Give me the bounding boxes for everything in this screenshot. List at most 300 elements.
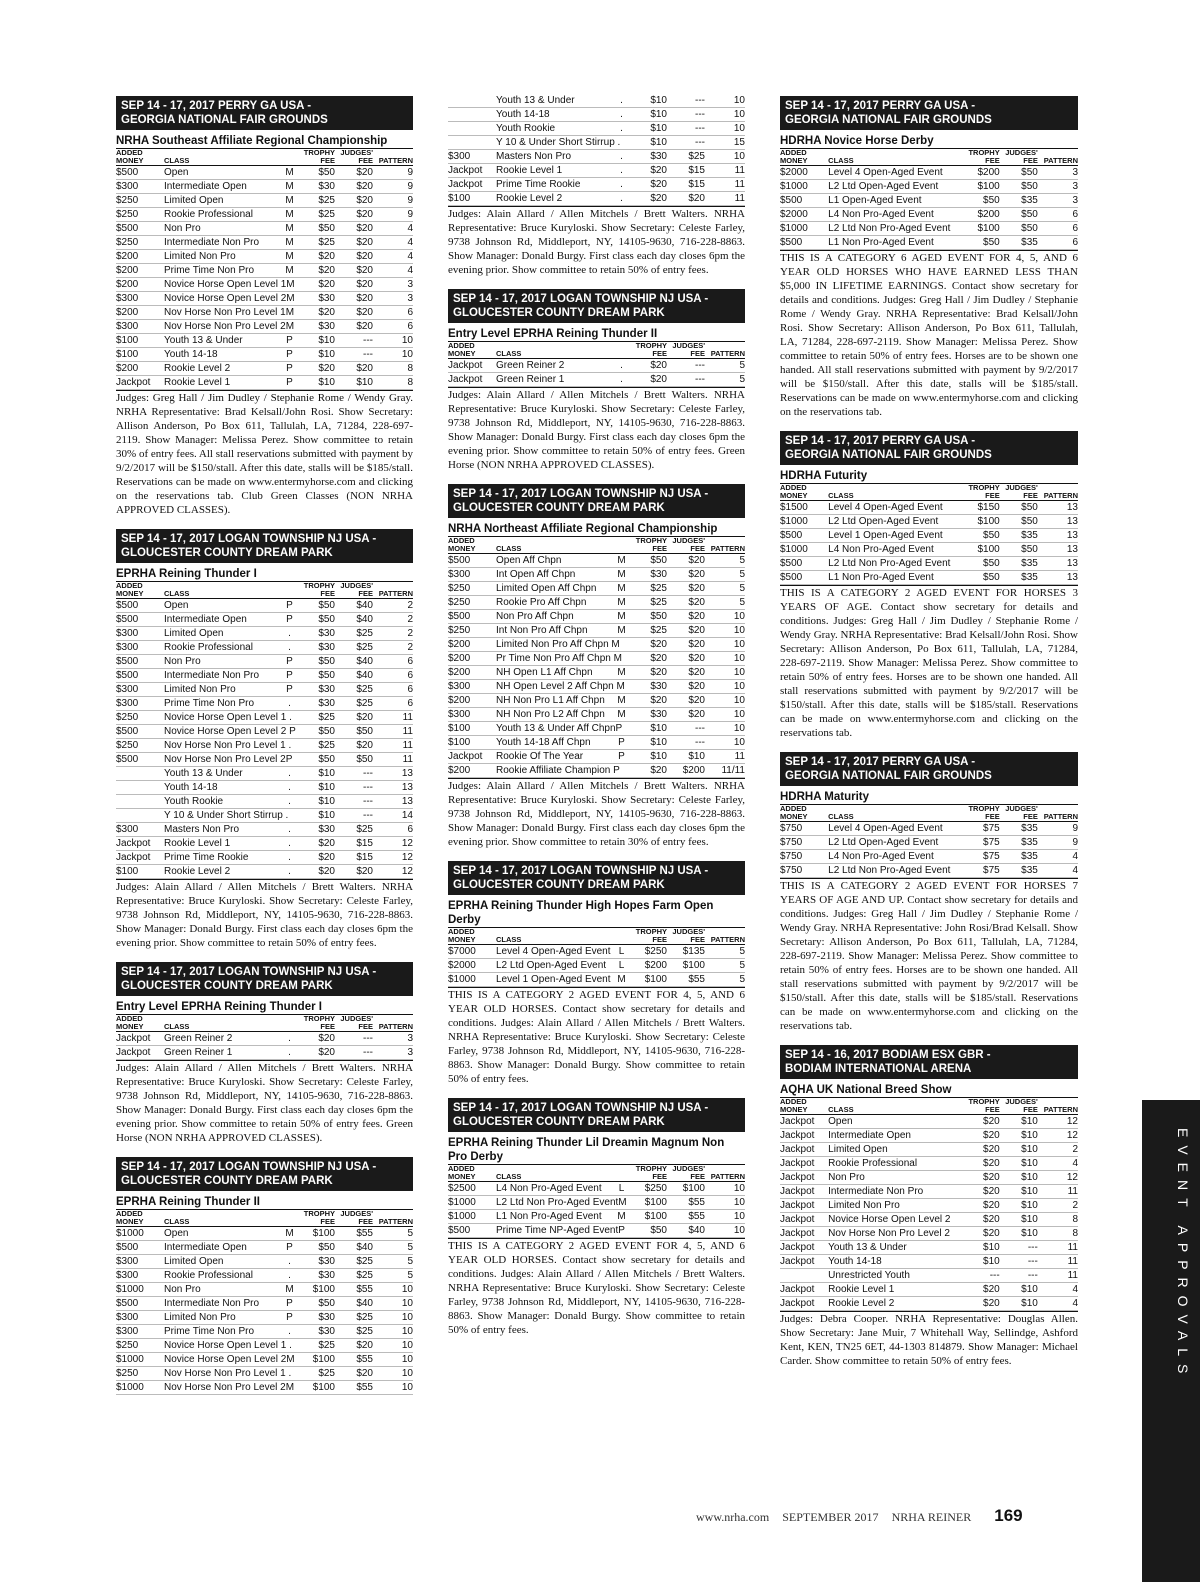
class-name: Limited Open Aff Chpn (496, 582, 614, 596)
pattern: 5 (705, 973, 745, 987)
entry-fee: $20 (629, 666, 667, 680)
event-venue: GEORGIA NATIONAL FAIR GROUNDS (785, 114, 992, 126)
header-added-money-bottom: MONEY (116, 1217, 144, 1226)
entry-fee: $20 (297, 851, 335, 865)
class-name: Rookie Of The Year (496, 750, 614, 764)
header-class (828, 149, 946, 166)
class-name: Youth 13 & Under Aff ChpnP (496, 723, 623, 734)
entry-fee: $50 (962, 571, 1000, 585)
header-entry-fee-top: TROPHY (968, 483, 1000, 492)
header-entry-fee-bottom: FEE (652, 349, 667, 358)
class-name: Intermediate Non Pro (164, 236, 282, 250)
entry-fee: $20 (962, 1213, 1000, 1227)
class-name: Rookie Level 1 (164, 376, 282, 390)
pattern: 10 (373, 1283, 413, 1297)
event-header (448, 484, 745, 518)
added-money: $300 (448, 150, 496, 164)
table-row (448, 652, 745, 666)
header-added-money (780, 149, 828, 166)
pattern: 4 (373, 222, 413, 236)
added-money (116, 767, 164, 781)
header-added-money-top: ADDED (116, 581, 143, 590)
class-name: Novice Horse Open Level 1 . (164, 1340, 292, 1351)
table-row (116, 194, 413, 208)
entry-fee: $25 (297, 194, 335, 208)
header-entry-fee-top: TROPHY (635, 341, 667, 350)
class-name: Novice Horse Open Level 1 . (164, 712, 292, 723)
entry-fee: $10 (297, 348, 335, 362)
pattern: 13 (373, 781, 413, 795)
header-entry-fee-top: TROPHY (303, 1014, 335, 1023)
pattern: 12 (1038, 1171, 1078, 1185)
pattern: 4 (1038, 1283, 1078, 1297)
judges-fee: $50 (335, 725, 373, 739)
event-notes: THIS IS A CATEGORY 6 AGED EVENT FOR 4, 5, AND 6 YEAR OLD HORSES WHO HAVE EARNED LESS THAN $5,000 IN LIFETIME EARNINGS. Contact show secretary for details and conditions. Judges: Greg Hall / Jim Dudley / Stephanie Rome / Wendy Gray. NRHA Representative: Brad Kelsall/John Rosi. Show Secretary: Allison Anderson, Po Box 611, Tallulah, LA, 71284, 228-697-2119. Show Manager: Melissa Perez. Show committee to retain 50% of entry fees. Horses are to be shown one handed. All stall reservations submitted with payment by 9/2/2017 will be $150/stall. After this date, stalls will be $185/stall. Reservations can be made on www.entermyhorse.com and clicking on the reservations tab. (780, 252, 1078, 418)
trophy-flag: M (614, 973, 629, 987)
header-judges-fee-bottom: FEE (358, 589, 373, 598)
header-added-money-top: ADDED (116, 1209, 143, 1218)
added-money: $500 (116, 613, 164, 627)
event-header (448, 861, 745, 895)
class-name: Y 10 & Under Short Stirrup . (496, 137, 621, 148)
class-name: Rookie Affiliate Champion P (496, 765, 620, 776)
table-row (448, 1182, 745, 1196)
header-judges-fee-bottom: FEE (1023, 812, 1038, 821)
table-row (448, 624, 745, 638)
entry-fee: $200 (962, 208, 1000, 222)
pattern: 5 (705, 359, 745, 373)
judges-fee: $20 (667, 582, 705, 596)
entry-fee: $10 (629, 94, 667, 108)
event-section (448, 861, 745, 1086)
trophy-flag (947, 529, 962, 543)
header-class-bottom: CLASS (496, 935, 522, 944)
page-footer (696, 1506, 1033, 1526)
trophy-flag (947, 501, 962, 515)
table-row (116, 1311, 413, 1325)
table-row (780, 1283, 1078, 1297)
event-date-location: SEP 14 - 17, 2017 LOGAN TOWNSHIP NJ USA - (453, 293, 709, 305)
trophy-flag: . (282, 795, 297, 809)
trophy-flag: P (282, 334, 297, 348)
header-added-money (116, 582, 164, 599)
entry-fee: $30 (297, 320, 335, 334)
pattern: 3 (373, 1032, 413, 1046)
pattern: 10 (705, 1182, 745, 1196)
show-title: Entry Level EPRHA Reining Thunder I (116, 1000, 413, 1015)
table-row (116, 208, 413, 222)
class-name: Novice Horse Open Level 2M (164, 1354, 295, 1365)
table-row (448, 373, 745, 387)
table-row (448, 150, 745, 164)
class-name: L4 Non Pro-Aged Event (828, 543, 946, 557)
event-date-location: SEP 14 - 17, 2017 LOGAN TOWNSHIP NJ USA - (453, 488, 709, 500)
pattern: 4 (373, 264, 413, 278)
class-name: L1 Open-Aged Event (828, 194, 946, 208)
class-name: Green Reiner 2 (164, 1032, 282, 1046)
table-row (116, 278, 413, 292)
header-judges-fee-bottom: FEE (358, 1022, 373, 1031)
class-name: Rookie Level 2 (496, 192, 614, 206)
class-name: Youth 14-18 (164, 348, 282, 362)
entry-fee: $20 (297, 865, 335, 879)
event-section (448, 94, 745, 277)
classes-table (448, 928, 745, 987)
event-venue: GLOUCESTER COUNTY DREAM PARK (453, 307, 665, 319)
header-added-money-top: ADDED (448, 1164, 475, 1173)
class-name: L1 Non Pro-Aged Event (496, 1210, 614, 1224)
judges-fee: $20 (335, 1367, 373, 1381)
trophy-flag: . (614, 122, 629, 136)
pattern: 14 (373, 809, 413, 823)
added-money: $300 (116, 1269, 164, 1283)
class-name: L2 Ltd Open-Aged Event (496, 959, 614, 973)
header-judges-fee-bottom: FEE (690, 349, 705, 358)
header-trophy (947, 805, 962, 822)
class-name: Prime Time NP-Aged EventP (496, 1225, 625, 1236)
judges-fee: $20 (667, 596, 705, 610)
header-judges-fee (1000, 1098, 1038, 1115)
added-money: $500 (116, 222, 164, 236)
judges-fee: --- (335, 767, 373, 781)
entry-fee: $30 (297, 641, 335, 655)
table-row (448, 192, 745, 206)
header-pattern (705, 537, 745, 554)
header-judges-fee (667, 1165, 705, 1182)
entry-fee: $20 (962, 1157, 1000, 1171)
header-judges-fee (667, 537, 705, 554)
header-pattern-bottom: PATTERN (710, 935, 745, 944)
judges-fee: $40 (335, 1297, 373, 1311)
trophy-flag: . (282, 1046, 297, 1060)
class-name: Rookie Professional (164, 641, 282, 655)
class-name: Level 1 Open-Aged Event (828, 529, 946, 543)
pattern: 10 (705, 694, 745, 708)
header-added-money (780, 805, 828, 822)
class-name: Intermediate Non Pro (164, 1297, 282, 1311)
classes-table (116, 582, 413, 879)
added-money: $500 (780, 557, 828, 571)
added-money: $300 (448, 680, 496, 694)
entry-fee: $50 (297, 1297, 335, 1311)
class-name: Rookie Level 2 (164, 865, 282, 879)
added-money: $100 (116, 865, 164, 879)
header-pattern-bottom: PATTERN (1043, 1105, 1078, 1114)
added-money: $250 (116, 711, 164, 725)
table-row (116, 697, 413, 711)
class-name: L1 Non Pro-Aged Event (828, 571, 946, 585)
event-venue: GLOUCESTER COUNTY DREAM PARK (121, 1175, 333, 1187)
class-name: Nov Horse Non Pro Level 2M (164, 321, 295, 332)
entry-fee: $20 (962, 1227, 1000, 1241)
event-venue: GLOUCESTER COUNTY DREAM PARK (453, 879, 665, 891)
added-money: $500 (116, 669, 164, 683)
show-title: NRHA Northeast Affiliate Regional Championship (448, 522, 745, 537)
table-row (116, 1283, 413, 1297)
trophy-flag: M (614, 1210, 629, 1224)
entry-fee: $20 (297, 306, 335, 320)
event-date-location: SEP 14 - 17, 2017 LOGAN TOWNSHIP NJ USA - (453, 1102, 709, 1114)
event-notes: Judges: Alain Allard / Allen Mitchels / Brett Walters. NRHA Representative: Bruce Kuryloski. Show Secretary: Celeste Farley, 9738 Johnson Rd, Middleport, NY, 14105-9630, 716-228-8863. Show Manager: Donald Burgy. First class each day closes 6pm the evening prior. Show committee to retain 50% of entry fees. (448, 208, 745, 276)
class-name: Open (164, 599, 282, 613)
judges-fee: $10 (1000, 1143, 1038, 1157)
event-date-location: SEP 14 - 16, 2017 BODIAM ESX GBR - (785, 1049, 991, 1061)
class-name: L4 Non Pro-Aged Event (828, 850, 946, 864)
table-row (448, 359, 745, 373)
judges-fee: $25 (335, 697, 373, 711)
table-row (116, 753, 413, 767)
entry-fee: $25 (297, 1367, 335, 1381)
pattern: 12 (373, 851, 413, 865)
entry-fee: $30 (297, 180, 335, 194)
pattern: 10 (705, 1224, 745, 1238)
header-judges-fee-top: JUDGES' (672, 341, 705, 350)
judges-fee: $10 (1000, 1171, 1038, 1185)
pattern: 10 (705, 680, 745, 694)
added-money: $500 (448, 554, 496, 568)
header-entry-fee-top: TROPHY (635, 927, 667, 936)
judges-fee: $25 (335, 1325, 373, 1339)
entry-fee: $50 (297, 613, 335, 627)
trophy-flag: P (282, 655, 297, 669)
header-trophy (614, 537, 629, 554)
added-money: $300 (116, 320, 164, 334)
header-class-bottom: CLASS (828, 812, 854, 821)
table-row (116, 1339, 413, 1353)
header-class-bottom: CLASS (496, 349, 522, 358)
entry-fee: $30 (297, 627, 335, 641)
trophy-flag (947, 850, 962, 864)
class-name: Rookie Level 2 (828, 1297, 946, 1311)
pattern: 15 (705, 136, 745, 150)
entry-fee: $10 (629, 750, 667, 764)
judges-fee: $15 (335, 837, 373, 851)
header-judges-fee-bottom: FEE (1023, 1105, 1038, 1114)
judges-fee: $35 (1000, 236, 1038, 250)
judges-fee: $25 (335, 1269, 373, 1283)
classes-table-continued (448, 94, 745, 206)
header-pattern-bottom: PATTERN (710, 1172, 745, 1181)
class-name: Prime Time Rookie (496, 178, 614, 192)
judges-fee: $50 (1000, 166, 1038, 180)
added-money: $250 (116, 1367, 164, 1381)
event-header (780, 752, 1078, 786)
header-pattern (705, 1165, 745, 1182)
class-name: Novice Horse Open Level 2 P (164, 726, 296, 737)
header-added-money-top: ADDED (780, 804, 807, 813)
header-entry-fee-bottom: FEE (985, 491, 1000, 500)
pattern: 5 (373, 1255, 413, 1269)
added-money: $500 (116, 1297, 164, 1311)
header-entry-fee (297, 1210, 335, 1227)
added-money: Jackpot (116, 837, 164, 851)
judges-fee: $35 (1000, 529, 1038, 543)
class-name: Nov Horse Non Pro Level 2P (164, 754, 293, 765)
judges-fee: $35 (1000, 836, 1038, 850)
trophy-flag: . (282, 641, 297, 655)
added-money: $200 (448, 638, 496, 652)
header-entry-fee-top: TROPHY (303, 148, 335, 157)
pattern: 10 (373, 348, 413, 362)
class-name: L2 Ltd Open-Aged Event (828, 515, 946, 529)
judges-fee: --- (335, 809, 373, 823)
table-row (116, 1046, 413, 1060)
trophy-flag (947, 1143, 962, 1157)
added-money: $300 (116, 823, 164, 837)
judges-fee: $35 (1000, 557, 1038, 571)
table-row (448, 108, 745, 122)
pattern: 4 (373, 236, 413, 250)
header-pattern (373, 1015, 413, 1032)
table-row (448, 164, 745, 178)
table-row (448, 750, 745, 764)
added-money (116, 795, 164, 809)
trophy-flag: . (614, 94, 629, 108)
header-added-money (780, 1098, 828, 1115)
class-name: Non Pro (828, 1171, 946, 1185)
table-row (448, 945, 745, 959)
added-money: Jackpot (780, 1297, 828, 1311)
judges-fee: $25 (335, 1311, 373, 1325)
entry-fee: $100 (297, 1381, 335, 1395)
judges-fee: $20 (667, 568, 705, 582)
judges-fee: --- (667, 94, 705, 108)
pattern: 3 (373, 292, 413, 306)
added-money: Jackpot (780, 1199, 828, 1213)
judges-fee: $40 (335, 1241, 373, 1255)
class-name: Limited Open (164, 194, 282, 208)
event-section (448, 289, 745, 472)
footer-magazine: NRHA REINER (891, 1510, 972, 1524)
added-money: $2000 (448, 959, 496, 973)
pattern: 6 (373, 306, 413, 320)
event-notes: THIS IS A CATEGORY 2 AGED EVENT FOR 4, 5, AND 6 YEAR OLD HORSES. Contact show secretary for details and conditions. Judges: Alain Allard / Allen Mitchels / Brett Walters. NRHA Representative: Bruce Kuryloski. Show Secretary: Celeste Farley, 9738 Johnson Rd, Middleport, NY, 14105-9630, 716-228-8863. Show Manager: Donald Burgy. Show committee to retain 50% of entry fees. (448, 1240, 745, 1336)
pattern: 9 (373, 194, 413, 208)
pattern: 10 (373, 1353, 413, 1367)
header-entry-fee-bottom: FEE (320, 589, 335, 598)
judges-fee: --- (667, 736, 705, 750)
trophy-flag: M (282, 166, 297, 180)
class-name: Youth 14-18 (496, 108, 614, 122)
class-name: Green Reiner 1 (496, 373, 614, 387)
trophy-flag (947, 1185, 962, 1199)
table-row (448, 680, 745, 694)
column-left (116, 96, 413, 1395)
header-judges-fee-top: JUDGES' (1005, 148, 1038, 157)
table-row (448, 178, 745, 192)
judges-fee: --- (335, 1046, 373, 1060)
trophy-flag: P (282, 348, 297, 362)
header-class-bottom: CLASS (828, 1105, 854, 1114)
added-money: $300 (116, 180, 164, 194)
table-row (448, 610, 745, 624)
table-row (116, 1032, 413, 1046)
header-class (828, 484, 946, 501)
judges-fee: $15 (667, 164, 705, 178)
header-added-money (448, 1165, 496, 1182)
added-money: Jackpot (116, 1046, 164, 1060)
class-name: L2 Ltd Non Pro-Aged Event (828, 558, 951, 569)
header-added-money-bottom: MONEY (448, 935, 476, 944)
header-trophy (614, 1165, 629, 1182)
added-money (116, 809, 164, 823)
pattern: 11 (705, 164, 745, 178)
pattern: 2 (1038, 1199, 1078, 1213)
judges-fee: $25 (335, 823, 373, 837)
added-money (448, 122, 496, 136)
table-row (116, 362, 413, 376)
added-money: $7000 (448, 945, 496, 959)
class-name: Masters Non Pro (496, 150, 614, 164)
judges-fee: $20 (335, 222, 373, 236)
table-row (116, 837, 413, 851)
event-header (116, 96, 413, 130)
added-money: Jackpot (780, 1129, 828, 1143)
judges-fee: $10 (1000, 1157, 1038, 1171)
judges-fee: $20 (667, 192, 705, 206)
class-name: Youth 13 & Under (164, 334, 282, 348)
trophy-flag: M (614, 596, 629, 610)
entry-fee: $50 (629, 610, 667, 624)
header-entry-fee (297, 149, 335, 166)
header-trophy (947, 1098, 962, 1115)
added-money: $100 (116, 348, 164, 362)
event-date-location: SEP 14 - 17, 2017 LOGAN TOWNSHIP NJ USA - (121, 966, 377, 978)
judges-fee: --- (667, 373, 705, 387)
class-name: L1 Non Pro-Aged Event (828, 236, 946, 250)
event-notes: Judges: Alain Allard / Allen Mitchels / Brett Walters. NRHA Representative: Bruce Kuryloski. Show Secretary: Celeste Farley, 9738 Johnson Rd, Middleport, NY, 14105-9630, 716-228-8863. Show Manager: Donald Burgy. First class each day closes 6pm the evening prior. Show committee to retain 50% of entry fees. (116, 881, 413, 949)
header-judges-fee (1000, 805, 1038, 822)
judges-fee: $25 (335, 1255, 373, 1269)
class-name: Intermediate Non Pro (164, 669, 282, 683)
table-row (116, 795, 413, 809)
table-row (780, 515, 1078, 529)
judges-fee: $35 (1000, 864, 1038, 878)
table-row (448, 1210, 745, 1224)
added-money: $1000 (448, 973, 496, 987)
header-judges-fee (667, 928, 705, 945)
event-header (448, 1098, 745, 1132)
header-pattern-bottom: PATTERN (710, 544, 745, 553)
header-pattern-bottom: PATTERN (1043, 491, 1078, 500)
entry-fee: $25 (629, 624, 667, 638)
class-name: Rookie Professional (164, 208, 282, 222)
event-notes: THIS IS A CATEGORY 2 AGED EVENT FOR HORSES 3 YEARS OF AGE. Contact show secretary for details and conditions. Judges: Greg Hall / Jim Dudley / Stephanie Rome / Wendy Gray. NRHA Representative: Brad Kelsall/John Rosi. Show Secretary: Allison Anderson, Po Box 611, Tallulah, LA, 71284, 228-697-2119. Show Manager: Melissa Perez. Show committee to retain 50% of entry fees. Horses are to be shown one handed. All stall reservations submitted with payment by 9/2/2017 will be $150/stall. After this date, stalls will be $185/stall. Reservations can be made on www.entermyhorse.com and clicking on the reservations tab. (780, 587, 1078, 739)
entry-fee: $20 (962, 1129, 1000, 1143)
added-money: $300 (116, 683, 164, 697)
entry-fee: $75 (962, 836, 1000, 850)
entry-fee: $20 (297, 1046, 335, 1060)
header-judges-fee-bottom: FEE (690, 1172, 705, 1181)
pattern: 10 (705, 708, 745, 722)
judges-fee: $25 (335, 641, 373, 655)
added-money: $500 (780, 194, 828, 208)
judges-fee: $20 (667, 680, 705, 694)
table-row (780, 836, 1078, 850)
header-judges-fee (335, 1210, 373, 1227)
table-row (116, 823, 413, 837)
judges-fee: $20 (667, 638, 705, 652)
event-section (780, 752, 1078, 1033)
header-pattern-bottom: PATTERN (1043, 156, 1078, 165)
header-entry-fee (962, 484, 1000, 501)
event-section (116, 1157, 413, 1395)
added-money: $500 (448, 1224, 496, 1238)
table-row (116, 683, 413, 697)
entry-fee: $10 (629, 122, 667, 136)
pattern: 10 (705, 94, 745, 108)
header-pattern (1038, 1098, 1078, 1115)
